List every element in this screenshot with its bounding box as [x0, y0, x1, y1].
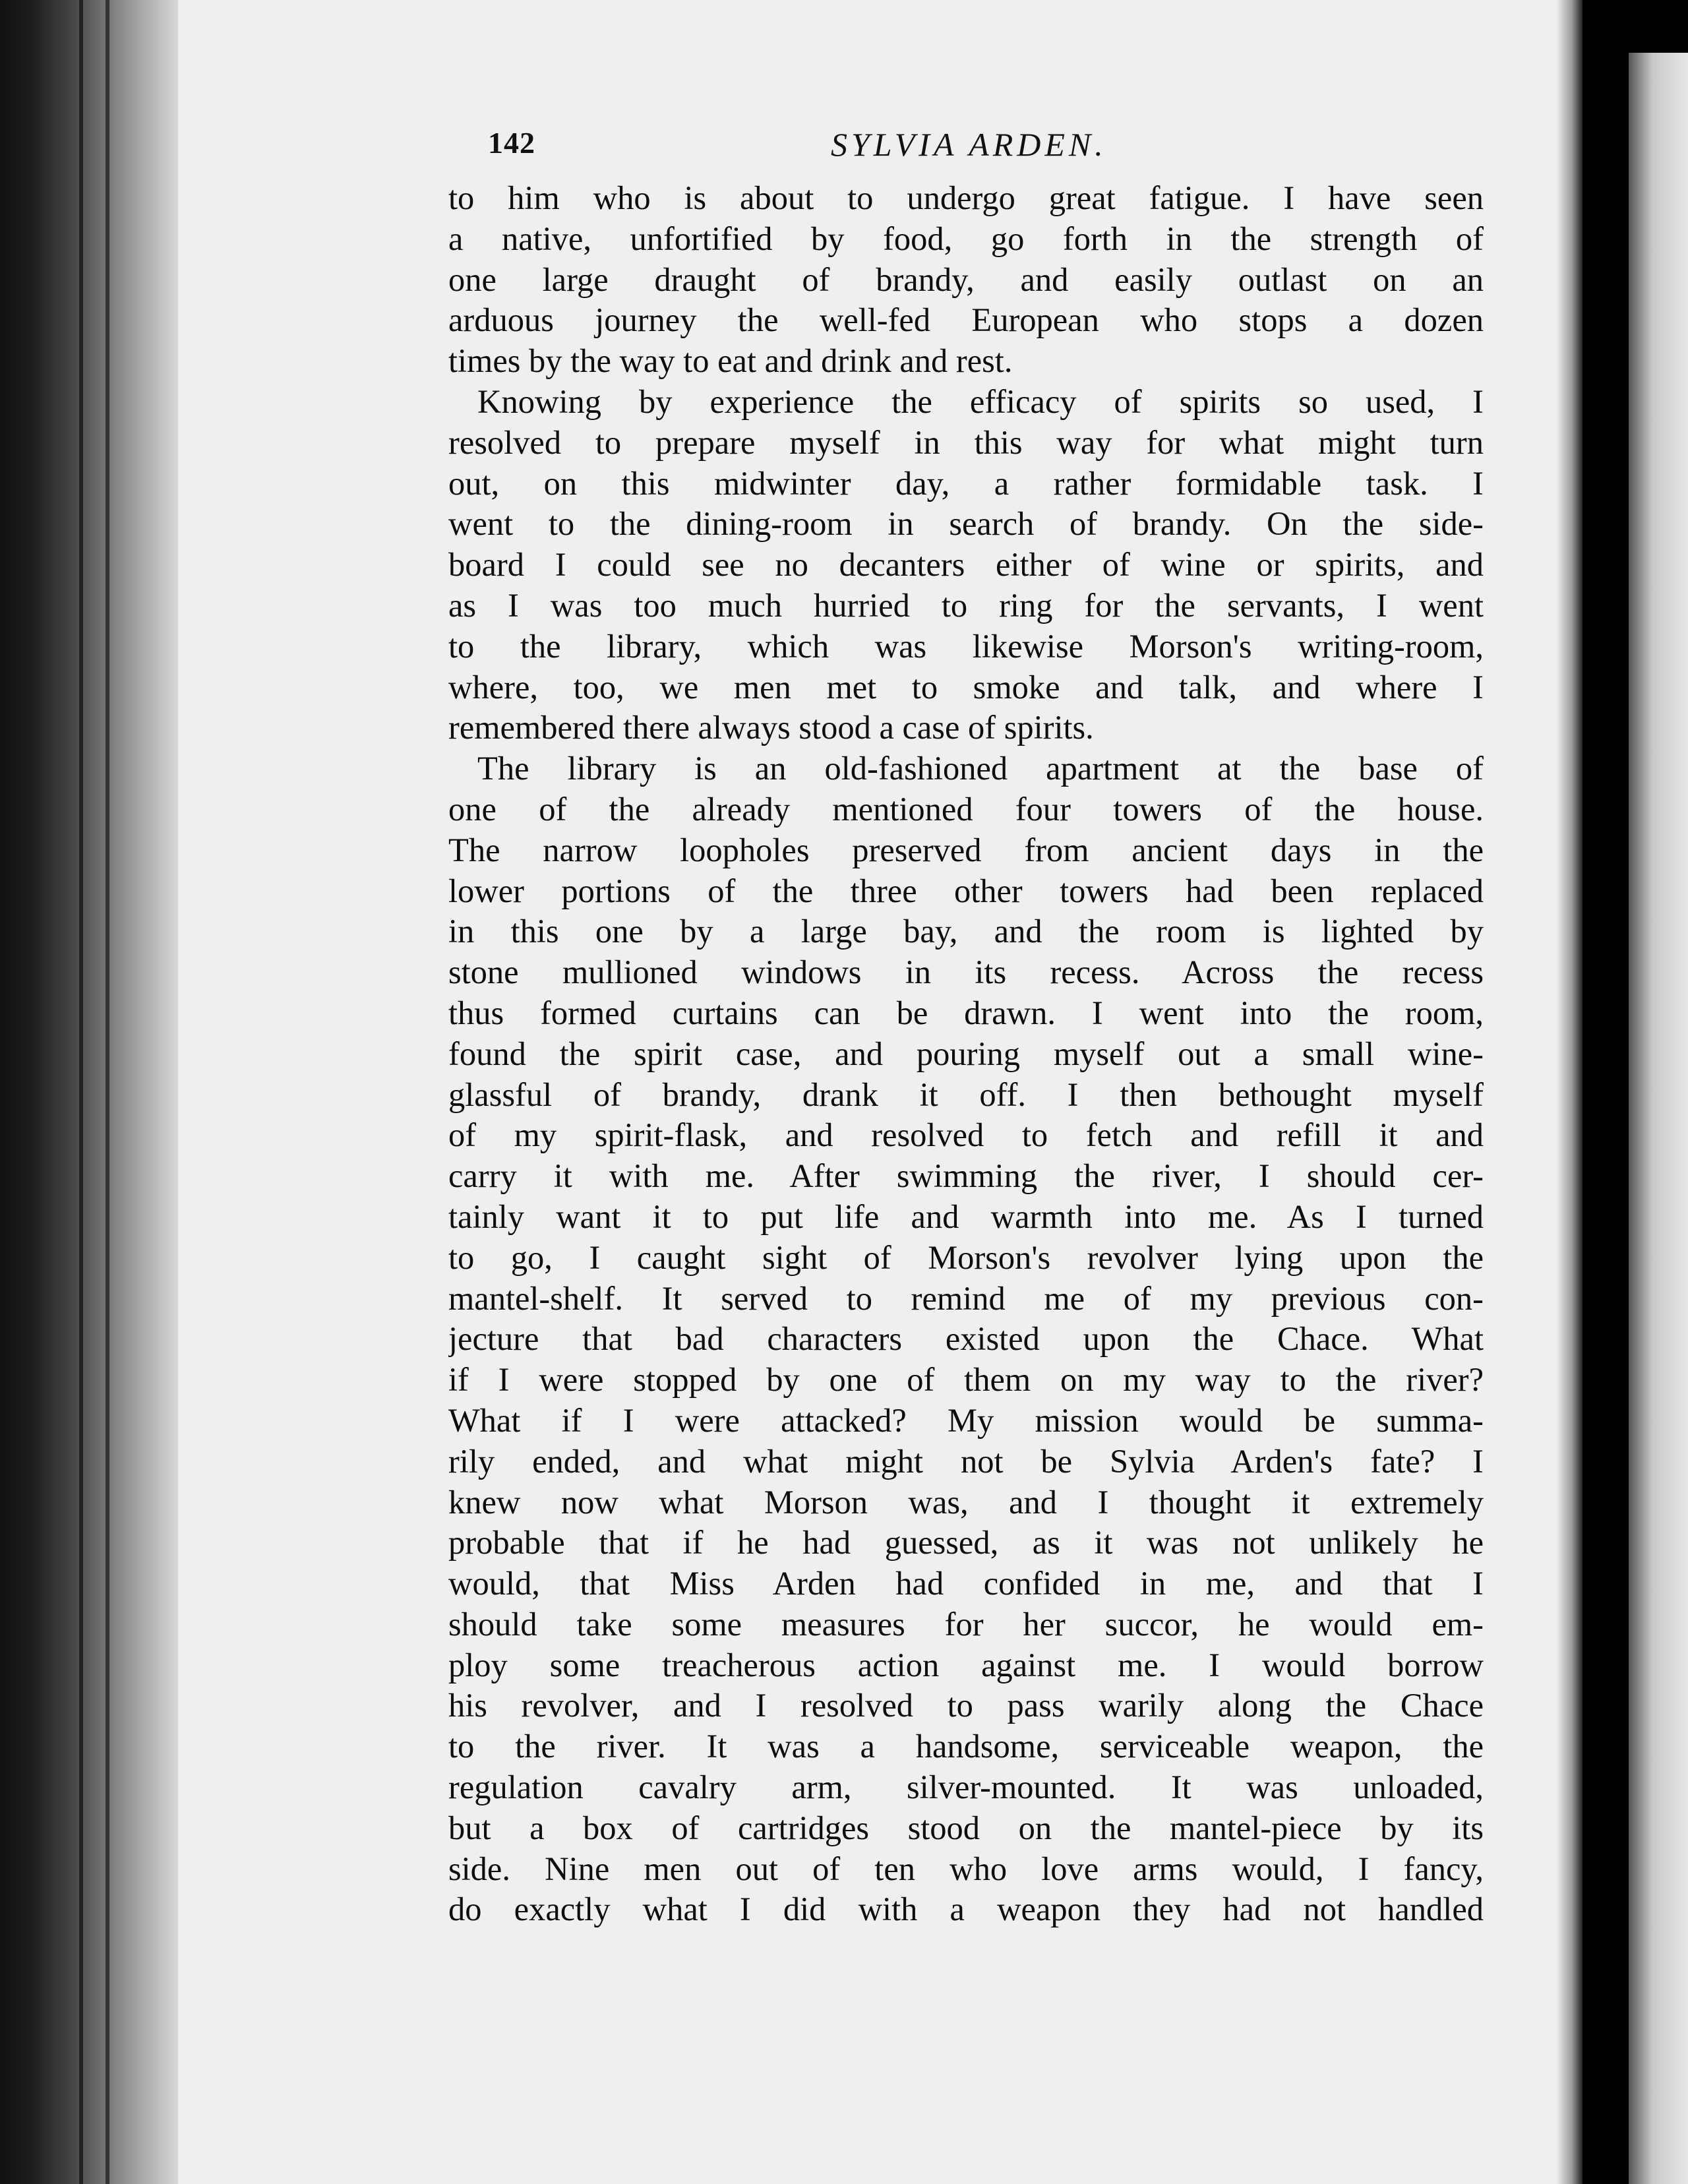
text-line: should take some measures for her succor, he would em-: [448, 1605, 1484, 1643]
text-line: found the spirit case, and pouring myself out a small wine-: [448, 1035, 1484, 1072]
text-line: a native, unfortified by food, go forth in the strength of: [448, 220, 1484, 257]
binding-edge-line: [79, 0, 83, 2184]
text-line: board I could see no decanters either of wine or spirits, and: [448, 546, 1484, 584]
text-line: one large draught of brandy, and easily outlast on an: [448, 260, 1484, 298]
text-line: went to the dining-room in search of brandy. On the side-: [448, 505, 1484, 543]
text-line: to the library, which was likewise Morson's writing-room,: [448, 627, 1484, 665]
text-line: carry it with me. After swimming the river, I should cer-: [448, 1157, 1484, 1195]
text-line: do exactly what I did with a weapon they had not handled: [448, 1891, 1484, 1928]
page-gutter-shadow: [1556, 0, 1582, 2184]
text-line: remembered there always stood a case of spirits.: [448, 709, 1094, 746]
text-line: of my spirit-flask, and resolved to fetch and refill it and: [448, 1116, 1484, 1154]
text-line: Knowing by experience the efficacy of spirits so used, I: [477, 382, 1484, 420]
text-line: regulation cavalry arm, silver-mounted. It was unloaded,: [448, 1769, 1484, 1806]
text-line: The library is an old-fashioned apartment at the base of: [477, 750, 1484, 787]
text-line: knew now what Morson was, and I thought it extremely: [448, 1483, 1484, 1521]
text-line: The narrow loopholes preserved from ancient days in the: [448, 831, 1484, 868]
text-line: to the river. It was a handsome, serviceable weapon, the: [448, 1728, 1484, 1765]
text-line: if I were stopped by one of them on my way to the river?: [448, 1361, 1484, 1399]
text-line: side. Nine men out of ten who love arms would, I fancy,: [448, 1850, 1484, 1887]
body-text: [448, 178, 1484, 1930]
text-line: his revolver, and I resolved to pass warily along the Chace: [448, 1687, 1484, 1724]
text-line: to him who is about to undergo great fatigue. I have seen: [448, 179, 1484, 216]
text-line: stone mullioned windows in its recess. Across the recess: [448, 954, 1484, 991]
text-line: lower portions of the three other towers had been replaced: [448, 872, 1484, 909]
text-line: thus formed curtains can be drawn. I went into the room,: [448, 994, 1484, 1031]
text-line: as I was too much hurried to ring for the servants, I went: [448, 586, 1484, 624]
text-line: in this one by a large bay, and the room is lighted by: [448, 913, 1484, 950]
running-head: SYLVIA ARDEN.: [831, 126, 1107, 163]
binding-edge-line: [106, 0, 109, 2184]
text-line: to go, I caught sight of Morson's revolver lying upon the: [448, 1238, 1484, 1276]
text-line: rily ended, and what might not be Sylvia Arden's fate? I: [448, 1442, 1484, 1480]
text-line: ploy some treacherous action against me. I would borrow: [448, 1646, 1484, 1684]
text-line: where, too, we men met to smoke and talk, and where I: [448, 668, 1484, 706]
text-line: times by the way to eat and drink and rest.: [448, 342, 1013, 380]
text-line: What if I were attacked? My mission would be summa-: [448, 1401, 1484, 1439]
page-number: 142: [488, 126, 535, 160]
text-line: would, that Miss Arden had confided in me, and that I: [448, 1565, 1484, 1602]
text-line: resolved to prepare myself in this way for what might turn: [448, 423, 1484, 461]
text-line: glassful of brandy, drank it off. I then bethought myself: [448, 1076, 1484, 1113]
text-line: out, on this midwinter day, a rather formidable task. I: [448, 464, 1484, 502]
text-line: mantel-shelf. It served to remind me of my previous con-: [448, 1279, 1484, 1317]
text-line: but a box of cartridges stood on the mantel-piece by its: [448, 1809, 1484, 1846]
page-header: [488, 125, 1477, 185]
text-line: jecture that bad characters existed upon the Chace. What: [448, 1320, 1484, 1358]
text-line: arduous journey the well-fed European who stops a dozen: [448, 301, 1484, 339]
book-binding-left: [0, 0, 178, 2184]
facing-page-sliver: [1629, 53, 1688, 2184]
text-line: one of the already mentioned four towers of the house.: [448, 790, 1484, 828]
text-line: tainly want it to put life and warmth into me. As I turned: [448, 1198, 1484, 1235]
text-line: probable that if he had guessed, as it was not unlikely he: [448, 1524, 1484, 1562]
